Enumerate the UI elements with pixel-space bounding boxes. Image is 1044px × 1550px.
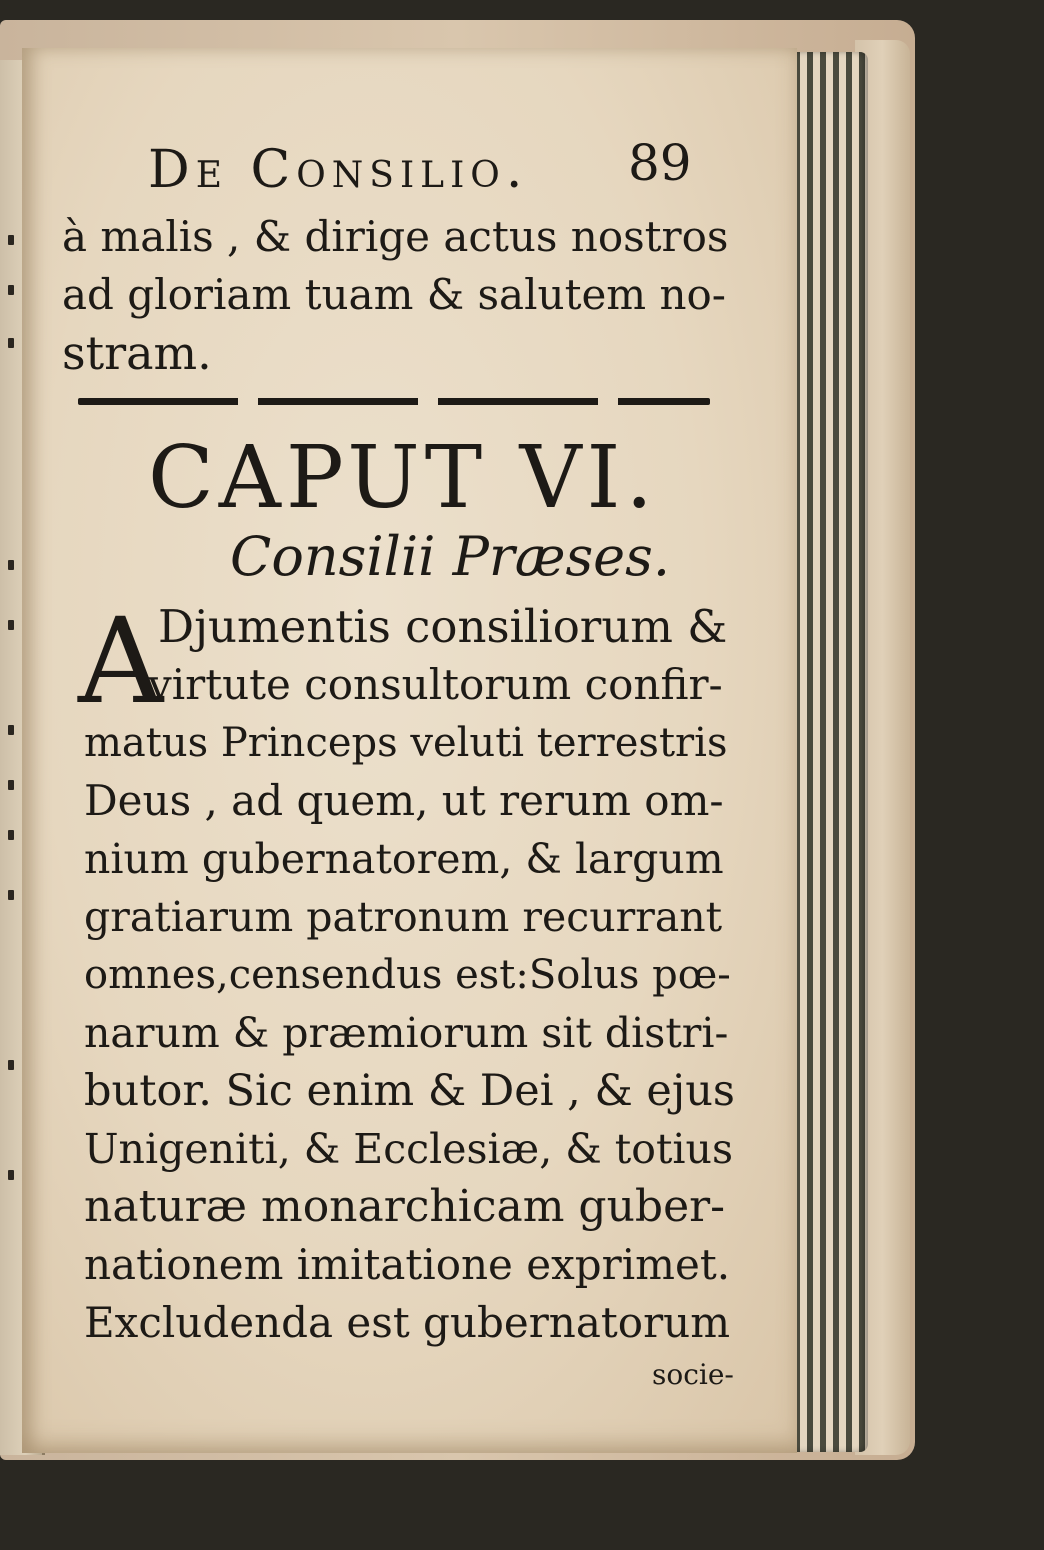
text-line: narum & præmiorum sit distri- bbox=[84, 1009, 729, 1057]
left-page-ink-mark bbox=[8, 620, 14, 630]
left-page-ink-mark bbox=[8, 560, 14, 570]
left-page-ink-mark bbox=[8, 1060, 14, 1070]
text-line: Excludenda est gubernatorum bbox=[84, 1298, 731, 1347]
left-page-ink-mark bbox=[8, 338, 14, 348]
text-line: ad gloriam tuam & salutem no- bbox=[62, 270, 727, 319]
left-page-ink-mark bbox=[8, 890, 14, 900]
text-line: nium gubernatorem, & largum bbox=[84, 835, 724, 883]
left-page-ink-mark bbox=[8, 285, 14, 295]
text-line: virtute consultorum confir- bbox=[148, 660, 723, 709]
left-page-ink-mark bbox=[8, 235, 14, 245]
text-line: à malis , & dirige actus nostros bbox=[62, 212, 729, 261]
text-line: stram. bbox=[62, 326, 212, 380]
text-line: nationem imitatione exprimet. bbox=[84, 1240, 731, 1289]
left-page-ink-mark bbox=[8, 725, 14, 735]
chapter-subtitle: Consilii Præses. bbox=[230, 525, 671, 588]
text-line: Djumentis consiliorum & bbox=[158, 600, 728, 653]
section-divider-rule bbox=[78, 398, 710, 405]
left-page-ink-mark bbox=[8, 1170, 14, 1180]
chapter-title: CAPUT VI. bbox=[148, 428, 658, 528]
left-page-ink-mark bbox=[8, 830, 14, 840]
text-line: butor. Sic enim & Dei , & ejus bbox=[84, 1066, 735, 1116]
text-line: omnes,censendus est:Solus pœ- bbox=[84, 952, 731, 998]
left-page-ink-mark bbox=[8, 780, 14, 790]
text-line: naturæ monarchicam guber- bbox=[84, 1181, 726, 1232]
page-number: 89 bbox=[628, 134, 692, 192]
catchword: socie- bbox=[652, 1358, 734, 1391]
text-line: matus Princeps veluti terrestris bbox=[84, 720, 728, 766]
drop-cap: A bbox=[78, 592, 164, 730]
text-line: gratiarum patronum recurrant bbox=[84, 893, 723, 941]
text-line: Deus , ad quem, ut rerum om- bbox=[84, 776, 724, 825]
text-line: Unigeniti, & Ecclesiæ, & totius bbox=[84, 1125, 733, 1173]
running-head: De Consilio. bbox=[148, 140, 529, 200]
